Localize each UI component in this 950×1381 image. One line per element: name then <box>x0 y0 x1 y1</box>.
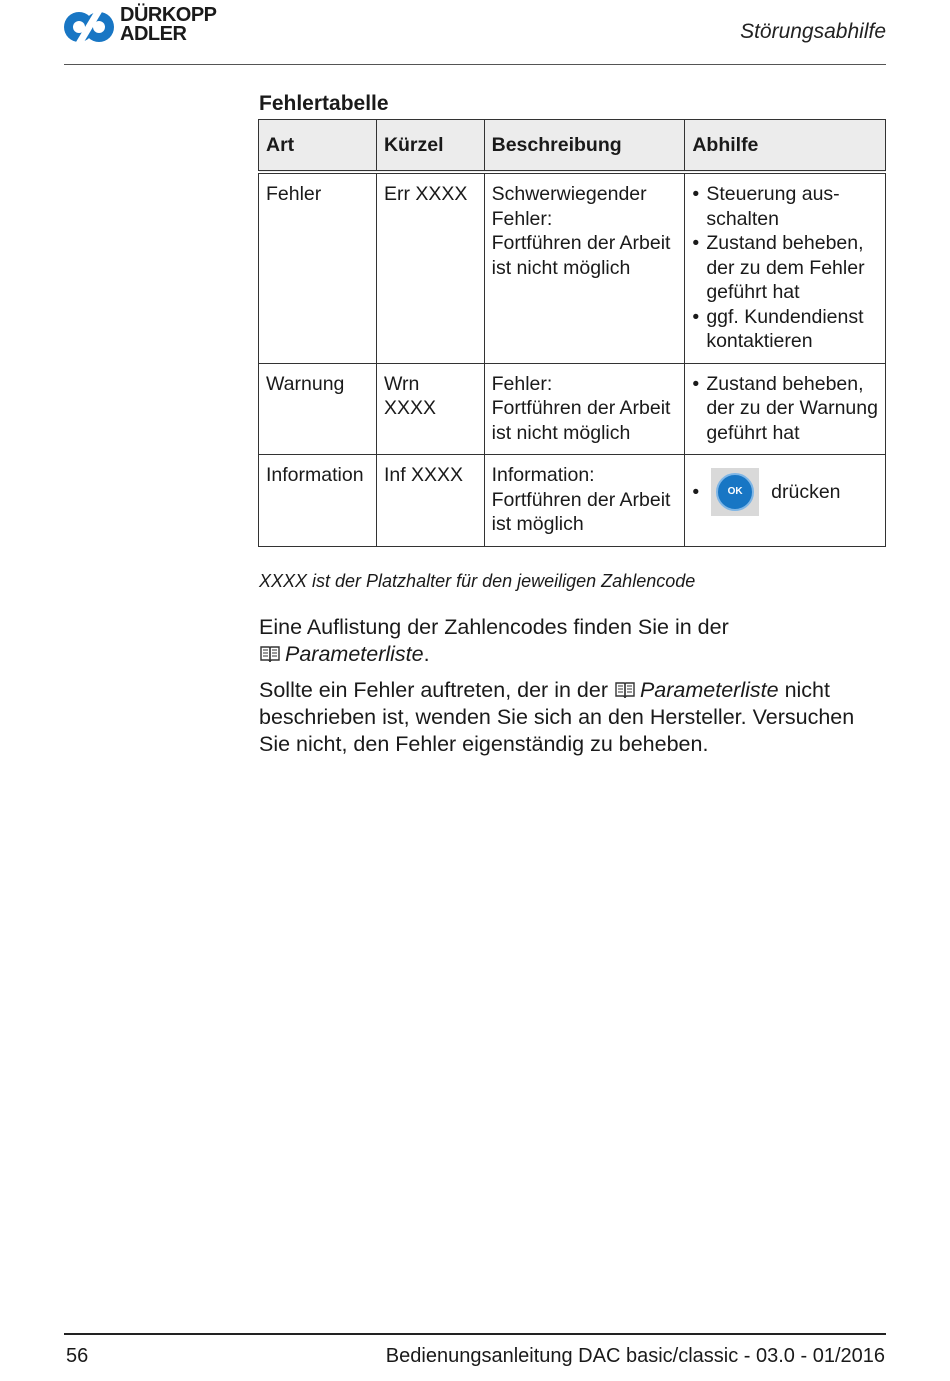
text-line: geführt hat <box>706 281 800 303</box>
text-line: der zu dem Fehler <box>706 256 865 279</box>
list-item <box>692 231 878 305</box>
book-icon <box>614 680 636 700</box>
cell-abhilfe <box>685 363 886 455</box>
ok-icon: OK <box>716 473 754 511</box>
brand-logo <box>64 6 234 48</box>
paragraph-text: nicht beschrieben ist, wenden Sie sich an den Hersteller. Versuchen Sie nicht, den Fehler eigenständig zu beheben. <box>259 678 855 756</box>
text-line: • Zustand beheben, <box>706 372 864 395</box>
brand-name-line1: DÜRKOPP <box>120 4 217 26</box>
text-line: Fortführen der Arbeit <box>491 488 671 511</box>
column-header-beschreibung: Beschreibung <box>484 120 685 173</box>
book-icon <box>259 644 281 664</box>
page-number: 56 <box>66 1345 89 1367</box>
text-line: geführt hat <box>706 421 800 444</box>
text-line: Fortführen der Arbeit <box>491 397 671 419</box>
table-row-fehler <box>259 172 886 363</box>
list-item <box>692 372 878 446</box>
column-header-abhilfe: Abhilfe <box>685 120 886 173</box>
text-line: schalten <box>706 207 779 230</box>
cell-kuerzel: Wrn XXXX <box>376 363 484 455</box>
text-line: Schwerwiegender <box>491 183 647 205</box>
table-title: Fehlertabelle <box>259 92 389 115</box>
table-row-information <box>259 455 886 547</box>
paragraph-error-contact <box>259 677 889 758</box>
cell-kuerzel: Inf XXXX <box>376 455 484 547</box>
bullet: • <box>692 480 700 503</box>
text-line: Fehler: <box>491 372 553 395</box>
text-line: ist möglich <box>491 513 584 535</box>
column-header-kuerzel: Kürzel <box>376 120 484 173</box>
parameterliste-reference[interactable]: Parameterliste <box>639 678 779 702</box>
column-header-art: Art <box>259 120 377 173</box>
error-table <box>258 119 886 547</box>
footer-divider <box>64 1333 886 1335</box>
remedy-text: drücken <box>771 480 841 503</box>
cell-beschreibung <box>484 172 685 363</box>
text-line: Fehler: <box>491 207 553 230</box>
brand-logo-icon <box>64 8 114 46</box>
list-item <box>692 182 878 231</box>
cell-beschreibung <box>484 455 685 547</box>
parameterliste-reference[interactable]: Parameterliste <box>285 642 424 666</box>
cell-abhilfe <box>685 455 886 547</box>
cell-kuerzel: Err XXXX <box>376 172 484 363</box>
section-title: Störungsabhilfe <box>740 20 886 43</box>
paragraph-end: . <box>423 642 430 666</box>
paragraph-text: Sollte ein Fehler auftreten, der in der <box>259 678 608 702</box>
list-item <box>692 305 878 354</box>
text-line: • ggf. Kundendienst <box>706 305 864 328</box>
text-line: Information: <box>491 464 595 486</box>
cell-art: Information <box>259 455 377 547</box>
table-footnote: XXXX ist der Platzhalter für den jeweiligen Zahlencode <box>259 571 696 591</box>
text-line: der zu der Warnung <box>706 397 878 419</box>
text-line: • Steuerung aus- <box>706 183 840 205</box>
remedy-list <box>692 372 878 446</box>
table-header-row <box>259 120 886 173</box>
remedy-list <box>692 182 878 354</box>
cell-art: Fehler <box>259 172 377 363</box>
ok-button-image <box>711 468 759 516</box>
cell-abhilfe <box>685 172 886 363</box>
text-line: ist nicht möglich <box>491 421 631 444</box>
paragraph-parameter-list <box>259 614 889 668</box>
document-title: Bedienungsanleitung DAC basic/classic - 03.0 - 01/2016 <box>385 1345 885 1367</box>
text-line: Fortführen der Arbeit <box>491 232 671 254</box>
header-divider <box>64 64 886 65</box>
table-row-warnung <box>259 363 886 455</box>
text-line: ist nicht möglich <box>491 256 631 279</box>
paragraph-text: Eine Auflistung der Zahlencodes finden Sie in der <box>259 615 729 639</box>
text-line: • Zustand beheben, <box>706 232 864 254</box>
cell-art: Warnung <box>259 363 377 455</box>
text-line: kontaktieren <box>706 330 813 352</box>
remedy-ok-line <box>692 463 878 521</box>
brand-name-line2: ADLER <box>120 23 187 45</box>
cell-beschreibung <box>484 363 685 455</box>
